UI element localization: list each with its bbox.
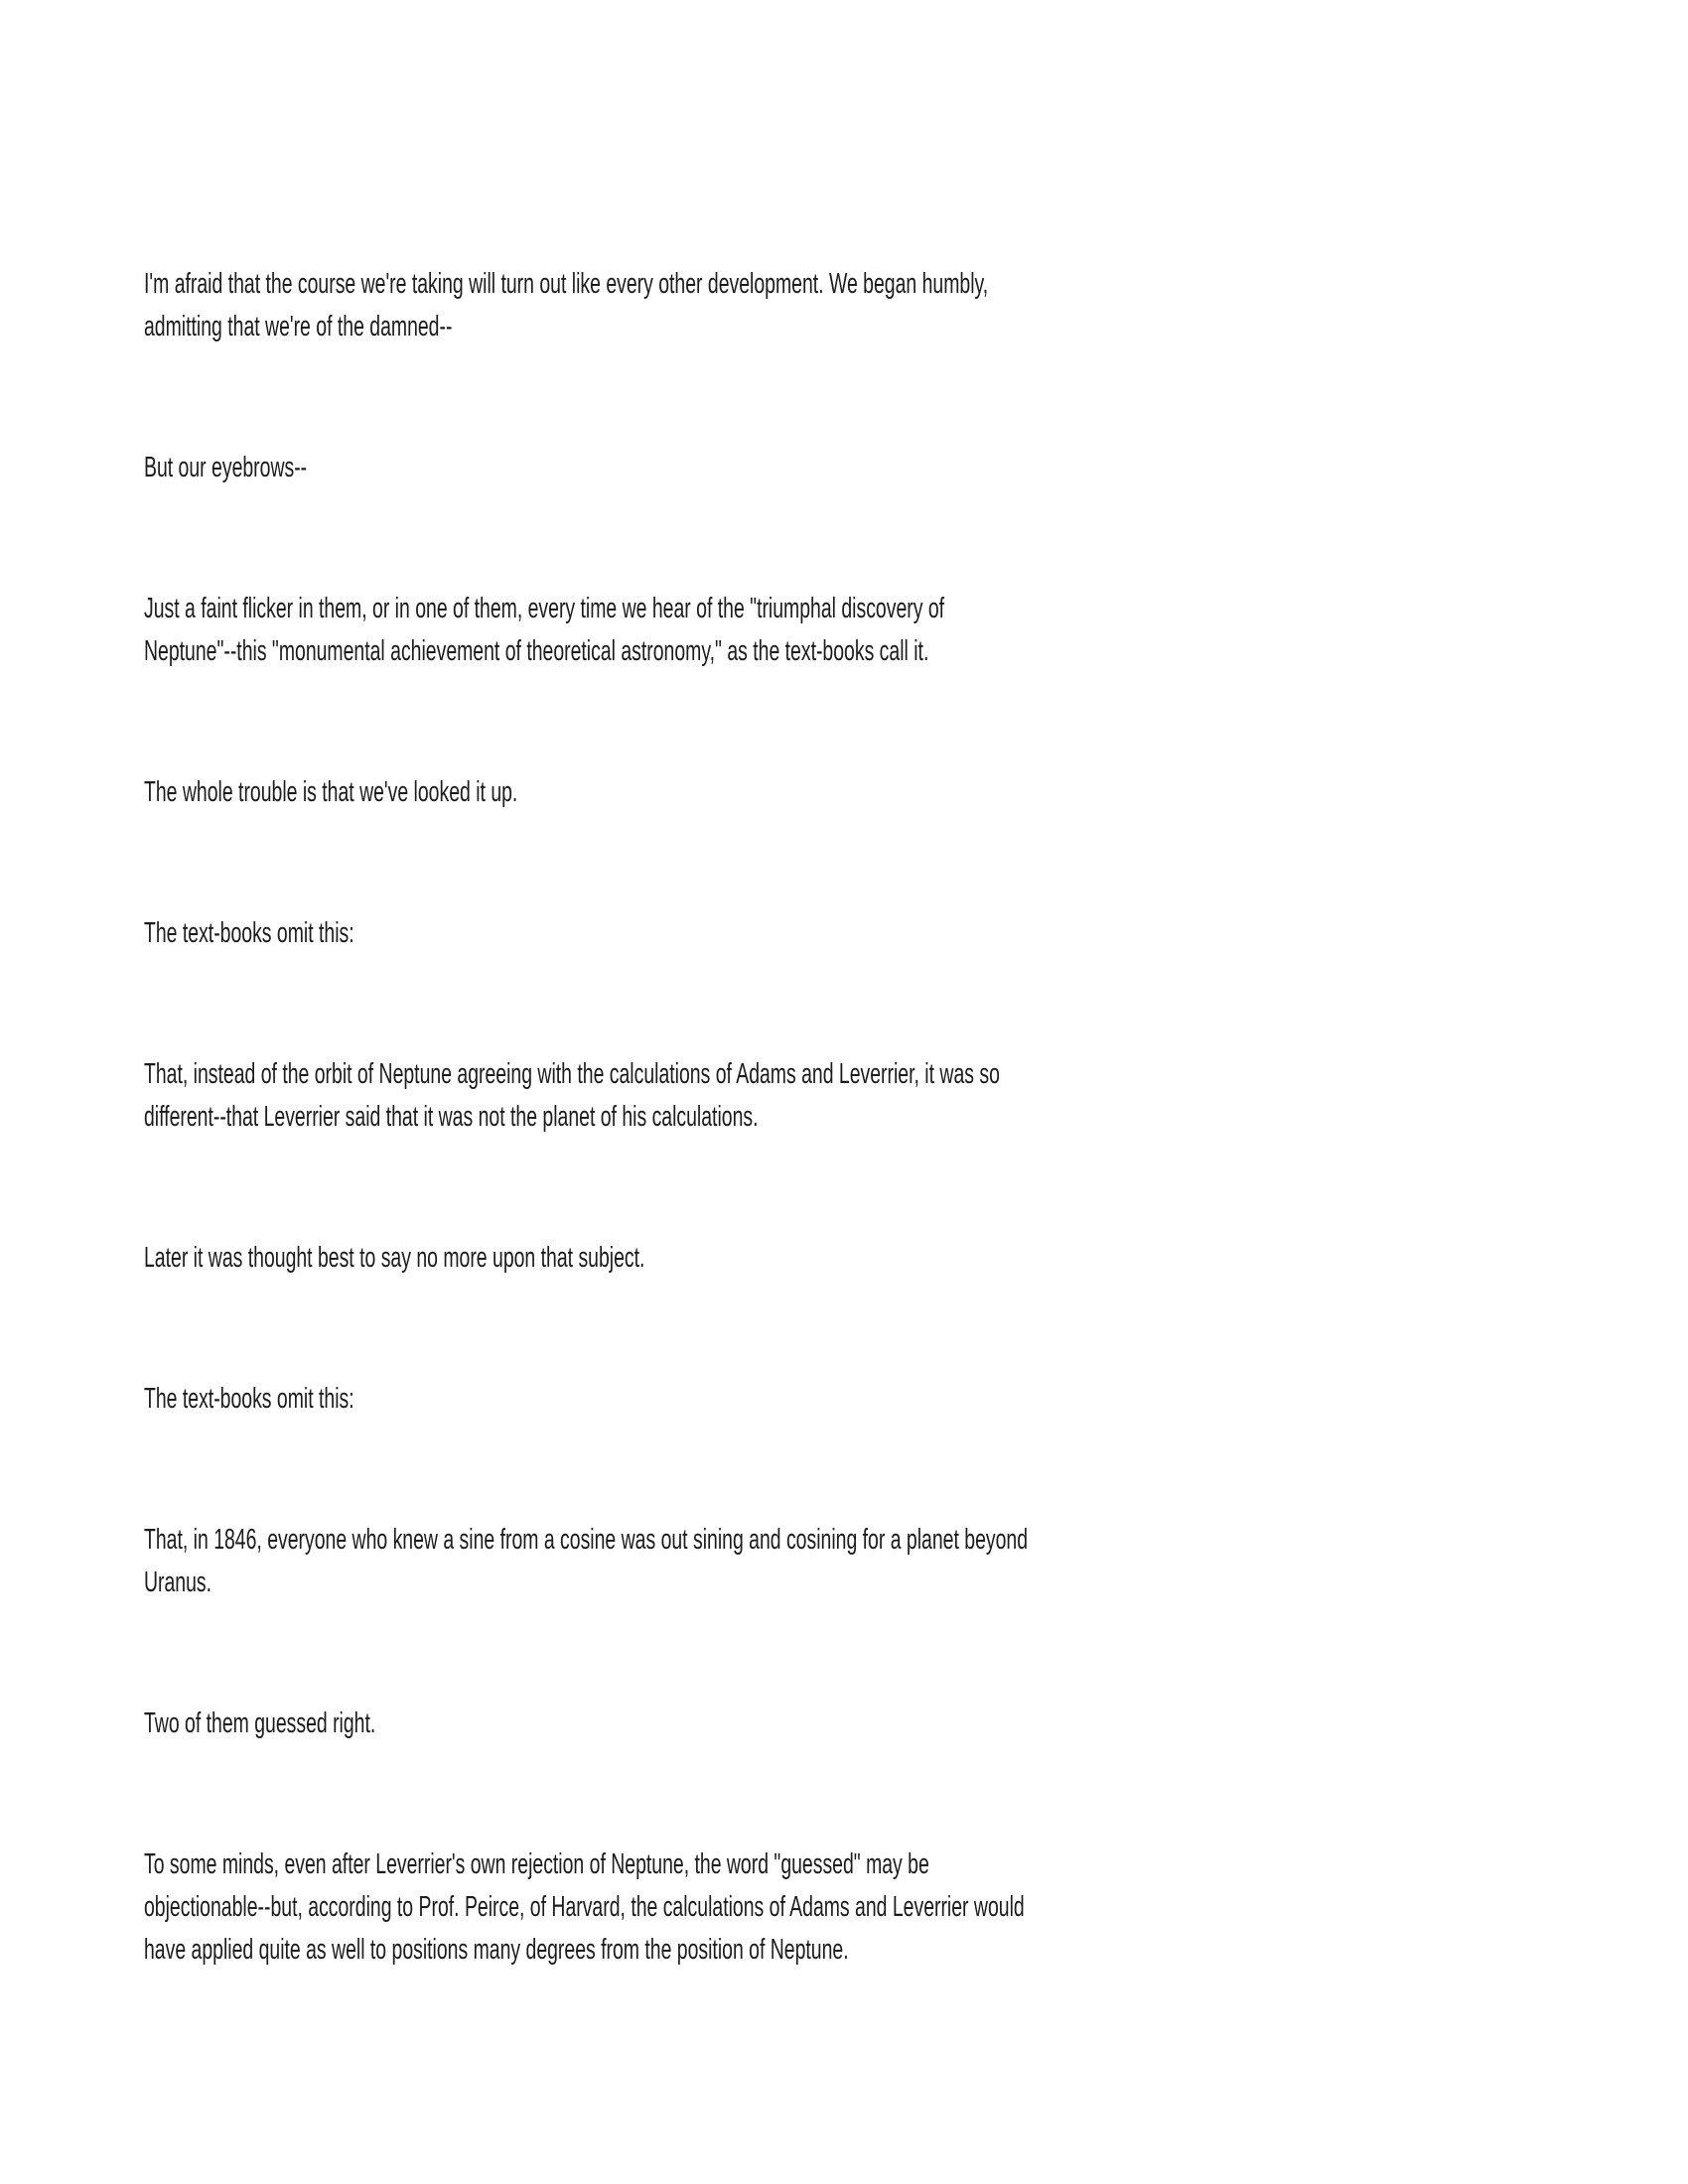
paragraph [144,771,1142,814]
paragraph [144,1237,1142,1280]
paragraph-line: The text-books omit this: [144,1383,354,1415]
paragraph-line: That, in 1846, everyone who knew a sine from a cosine was out sining and cosining for a planet beyond [144,1524,1029,1556]
paragraph-line: But our eyebrows-- [144,452,308,483]
paragraph-line: Neptune"--this "monumental achievement of theoretical astronomy," as the text-books call it. [144,635,929,667]
paragraph-line: To some minds, even after Leverrier's own rejection of Neptune, the word "guessed" may be [144,1848,929,1880]
paragraph-line: The text-books omit this: [144,917,354,949]
paragraph-line: I'm afraid that the course we're taking will turn out like every other development. We began humbly, [144,268,989,300]
paragraph [144,912,1142,955]
paragraph-line: different--that Leverrier said that it was not the planet of his calculations. [144,1101,759,1133]
document-content [144,263,1633,1972]
paragraph [144,1519,1142,1604]
paragraph-line: The whole trouble is that we've looked it up. [144,776,518,808]
paragraph [144,1703,1142,1745]
paragraph-line: Two of them guessed right. [144,1707,376,1739]
paragraph [144,588,1142,673]
paragraph [144,263,1142,348]
paragraph-line: admitting that we're of the damned-- [144,311,453,342]
paragraph-line: objectionable--but, according to Prof. Peirce, of Harvard, the calculations of Adams and Leverrier would [144,1891,1025,1923]
paragraph-line: That, instead of the orbit of Neptune agreeing with the calculations of Adams and Leverrier, it was so [144,1058,1000,1090]
paragraph [144,1843,1142,1972]
paragraph [144,1378,1142,1421]
paragraph-line: have applied quite as well to positions many degrees from the position of Neptune. [144,1934,849,1966]
paragraph-line: Uranus. [144,1567,212,1598]
paragraph [144,1053,1142,1139]
paragraph [144,447,1142,489]
paragraph-line: Later it was thought best to say no more upon that subject. [144,1242,645,1274]
paragraph-line: Just a faint flicker in them, or in one of them, every time we hear of the "triumphal discovery of [144,593,945,624]
